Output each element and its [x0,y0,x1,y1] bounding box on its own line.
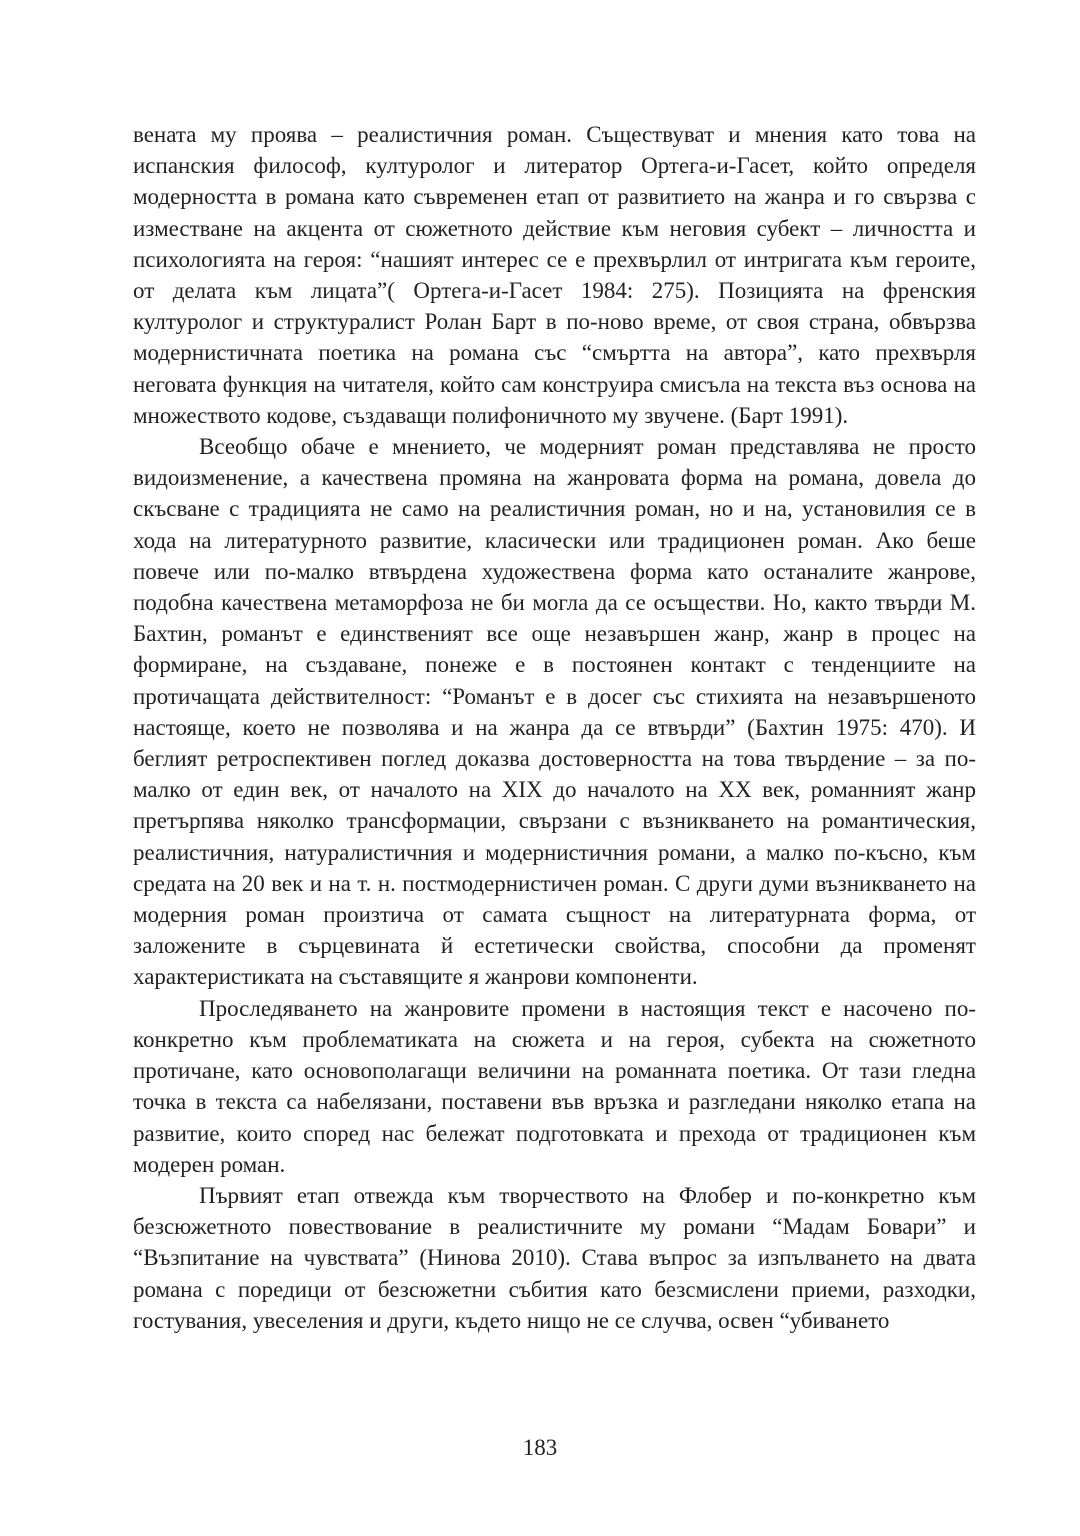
paragraph-2: Всеобщо обаче е мнението, че модерният роман представлява не просто видоизменение, а качествена промяна на жанровата форма на романа, довела до скъсване с традицията не само на реалистичния роман, но и на, установилия се в хода на литературното развитие, класически или традиционен роман. Ако беше повече или по-малко втвърдена художествена форма като останалите жанрове, подобна качествена метаморфоза не би могла да се осъществи. Но, както твърди М. Бахтин, романът е единственият все още незавършен жанр, жанр в процес на формиране, на създаване, понеже е в постоянен контакт с тенденциите на протичащата действителност: “Романът е в досег със стихията на незавършеното настояще, което не позволява и на жанра да се втвърди” (Бахтин 1975: 470). И беглият ретроспективен поглед доказва достоверността на това твърдение – за по-малко от един век, от началото на XIX до началото на XX век, романният жанр претърпява няколко трансформации, свързани с възникването на романтическия, реалистичния, натуралистичния и модернистичния романи, а малко по-късно, към средата на 20 век и на т. н. постмодернистичен роман. С други думи възникването на модерния роман произтича от самата същност на литературната форма, от заложените в сърцевината й естетически свойства, способни да променят характеристиката на съставящите я жанрови компоненти. [133,434,976,990]
paragraph-4: Първият етап отвежда към творчеството на Флобер и по-конкретно към безсюжетното повествование в реалистичните му романи “Мадам Бовари” и “Възпитание на чувствата” (Нинова 2010). Става въпрос за изпълването на двата романа с поредици от безсюжетни събития като безсмислени приеми, разходки, гостувания, увеселения и други, където нищо не се случва, освен “убиването [133,1182,976,1333]
paragraph-3: Проследяването на жанровите промени в настоящия текст е насочено по-конкретно към проблематиката на сюжета и на героя, субекта на сюжетното протичане, като основополагащи величини на романната поетика. От тази гледна точка в текста са набелязани, поставени във връзка и разгледани няколко етапа на развитие, които според нас бележат подготовката и прехода от традиционен към модерен роман. [133,995,976,1177]
page-number: 183 [522,1435,558,1460]
body-text [133,119,976,1336]
paragraph-1: вената му проява – реалистичния роман. Съществуват и мнения като това на испанския философ, културолог и литератор Ортега-и-Гасет, който определя модерността в романа като съвременен етап от развитието на жанра и го свързва с изместване на акцента от сюжетното действие към неговия субект – личността и психологията на героя: “нашият интерес се е прехвърлил от интригата към героите, от делата към лицата”( Ортега-и-Гасет 1984: 275). Позицията на френския културолог и структуралист Ролан Барт в по-ново време, от своя страна, обвързва модернистичната поетика на романа със “смъртта на автора”, като прехвърля неговата функция на читателя, който сам конструира смисъла на текста въз основа на множеството кодове, създаващи полифоничното му звучене. (Барт 1991). [133,122,976,428]
